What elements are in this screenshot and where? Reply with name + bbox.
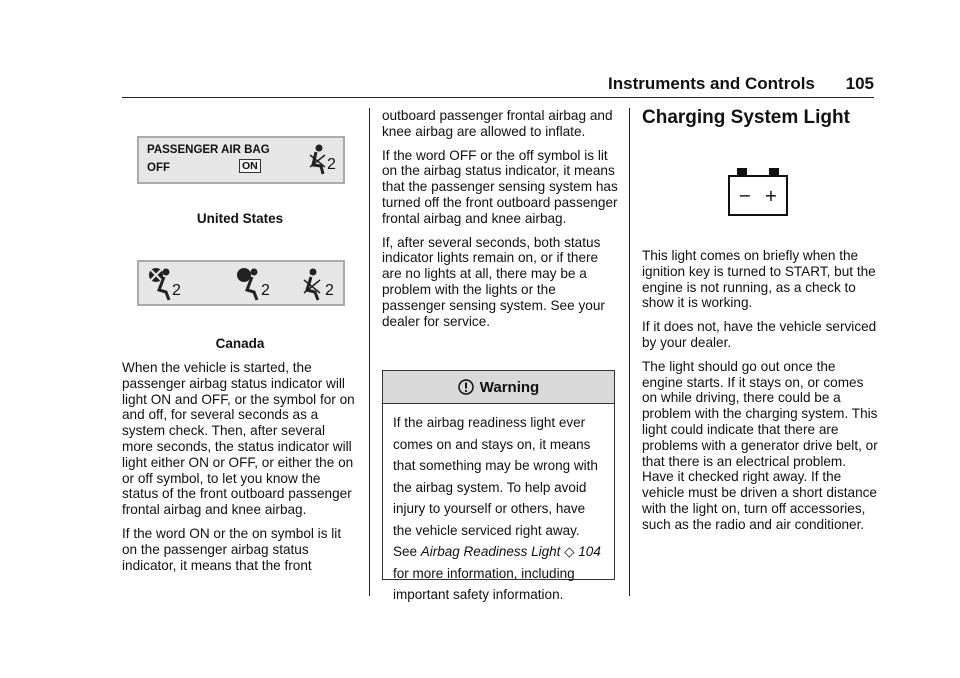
- passenger-airbag-on-icon: [235, 266, 261, 302]
- warning-icon: [458, 379, 474, 395]
- col3-paragraph: The light should go out once the engine starts. If it stays on, or comes on while driving, there could be a problem with the charging system. This light could indicate that there are problems with a generator drive belt, or that there is an electrical problem. Have it checked right away. If the vehicle must be driven a short distance with the light on, turn off accessories, such as the radio and air conditioner.: [642, 358, 878, 532]
- warning-text-after: for more information, including important safety information.: [393, 565, 575, 602]
- col1-paragraph: If the word ON or the on symbol is lit on the passenger airbag status indicator, it means that the front: [122, 525, 342, 573]
- column-divider-1: [369, 108, 370, 596]
- passenger-airbag-label: PASSENGER AIR BAG: [147, 144, 270, 156]
- on-label: ON: [239, 159, 261, 173]
- canada-caption: Canada: [215, 336, 265, 351]
- warning-text: If the airbag readiness light ever comes on and stays on, it means that something may be wrong with the airbag system. To help avoid injury to yourself or others, have the vehicle serviced right away. See: [393, 415, 598, 559]
- col1-body: [122, 360, 358, 581]
- airbag-readiness-light-link[interactable]: Airbag Readiness Light: [420, 544, 561, 559]
- passenger-seat-off-icon-canada: [301, 266, 325, 302]
- col3-text: [642, 248, 880, 541]
- page-ref-icon: ◇: [564, 544, 575, 559]
- header-rule: [122, 97, 874, 98]
- col2-paragraph: If, after several seconds, both status indicator lights remain on, or if there are no lights at all, there may be a problem with the lights or the passenger sensing system. See your dealer for service.: [382, 234, 605, 329]
- col1-paragraph: When the vehicle is started, the passenger airbag status indicator will light ON and OFF, or the symbol for on and off, for several seconds as a system check. Then, after several more seconds, the status indicator will light either ON or OFF, or either the on or off symbol, to let you know the status of the front outboard passenger frontal airbag and knee airbag.: [122, 360, 355, 518]
- col3-paragraph: This light comes on briefly when the ignition key is turned to START, but the engine is not running, as a check to show it is working.: [642, 248, 876, 311]
- passenger-airbag-off-icon: [147, 266, 173, 302]
- col2-paragraph: outboard passenger frontal airbag and knee airbag are allowed to inflate.: [382, 108, 613, 139]
- seat-number-2: 2: [261, 282, 270, 299]
- seat-number: 2: [327, 156, 336, 173]
- page-header: [608, 74, 874, 94]
- col2-body: [382, 108, 618, 337]
- col2-paragraph: If the word OFF or the off symbol is lit on the airbag status indicator, it means that the passenger sensing system has turned off the front outboard passenger frontal airbag and knee airbag.: [382, 147, 618, 226]
- warning-box: [382, 370, 615, 602]
- section-heading: Charging System Light: [642, 107, 850, 128]
- seat-number-3: 2: [325, 282, 334, 299]
- warning-body: [383, 404, 614, 614]
- warning-heading: Warning: [479, 378, 540, 396]
- warning-header: [383, 371, 614, 404]
- canada-airbag-indicator-panel: [137, 260, 345, 306]
- us-airbag-indicator-panel: [137, 136, 345, 184]
- battery-plus: +: [764, 186, 778, 205]
- battery-minus: −: [738, 186, 752, 205]
- off-label: OFF: [147, 162, 170, 174]
- col3-paragraph: If it does not, have the vehicle serviced by your dealer.: [642, 319, 877, 350]
- passenger-seat-off-icon: [307, 143, 329, 177]
- section-header-title: Instruments and Controls: [608, 74, 815, 93]
- seat-number-1: 2: [172, 282, 181, 299]
- page-number: 105: [845, 74, 874, 93]
- us-caption: United States: [196, 211, 284, 226]
- column-divider-2: [629, 108, 630, 596]
- battery-icon: [728, 168, 788, 216]
- col3-body: [642, 108, 880, 126]
- page-ref-number[interactable]: 104: [578, 544, 601, 559]
